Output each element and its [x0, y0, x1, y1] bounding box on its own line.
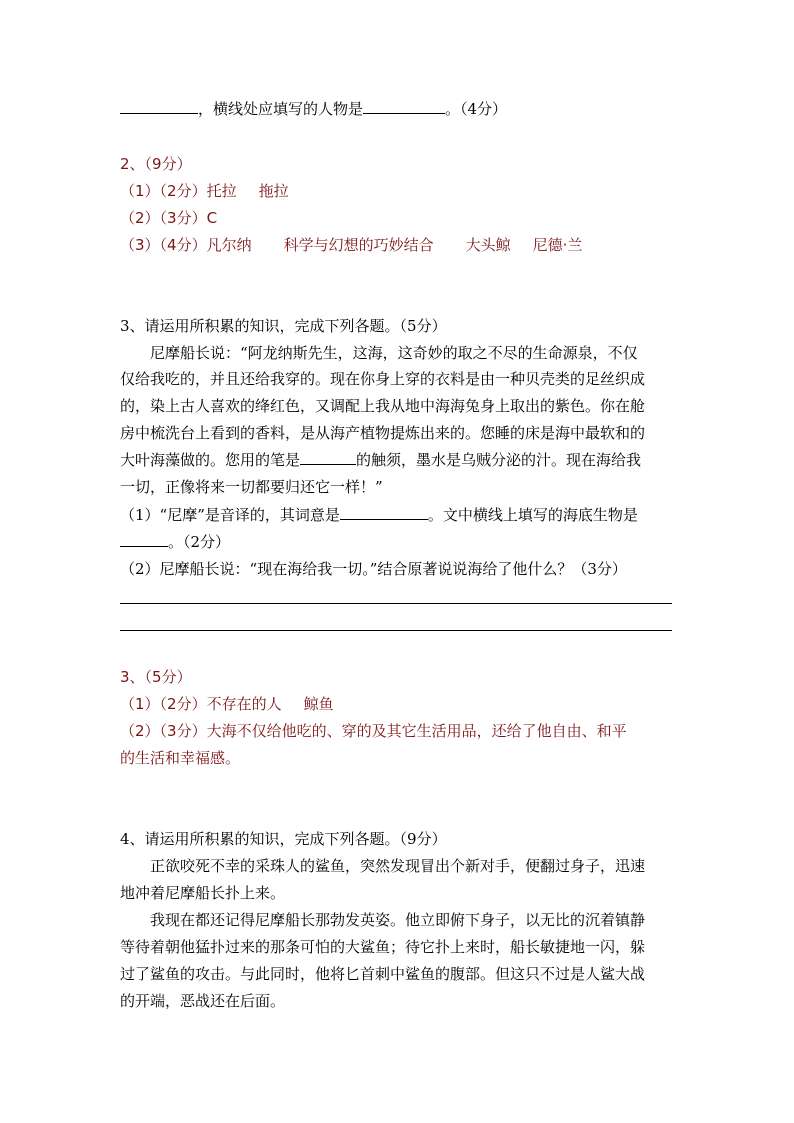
question-text: ，横线处应填写的人物是 — [198, 100, 364, 118]
question-3-header: 3、请运用所积累的知识，完成下列各题。（5分） — [120, 317, 447, 335]
answer-writing-line — [120, 603, 672, 604]
question-4-paragraph-line: 的开端，恶战还在后面。 — [120, 992, 286, 1010]
question-4-header: 4、请运用所积累的知识，完成下列各题。（9分） — [120, 830, 447, 848]
answer-2-header: 2、（9分） — [120, 155, 192, 173]
question-text: 。（2分） — [168, 533, 231, 551]
question-3-paragraph-line: 房中梳洗台上看到的香料，是从海产植物提炼出来的。您睡的床是海中最软和的 — [120, 424, 646, 442]
answer-3-line-2: （2）（3分）大海不仅给他吃的、穿的及其它生活用品，还给了他自由、和平 — [120, 722, 627, 740]
answer-3-line-3: 的生活和幸福感。 — [120, 749, 241, 767]
answer-text: 尼德·兰 — [532, 236, 583, 254]
answer-blank — [120, 532, 168, 547]
answer-text: 托拉 — [206, 182, 237, 200]
answer-prefix: （1）（2分） — [120, 695, 207, 713]
answer-prefix: （1）（2分） — [120, 182, 207, 200]
answer-text: 大头鲸 — [465, 236, 511, 254]
answer-text: C — [206, 209, 218, 227]
question-1-tail — [120, 99, 507, 119]
question-3-sub-2: （2）尼摩船长说：“现在海给我一切。”结合原著说说海给了他什么？（3分） — [120, 560, 627, 578]
answer-text: 科学与幻想的巧妙结合 — [283, 236, 434, 254]
answer-text: 拖拉 — [258, 182, 289, 200]
question-4-paragraph-line: 地冲着尼摩船长扑上来。 — [120, 884, 286, 902]
answer-blank — [363, 99, 445, 114]
answer-3-line-1 — [120, 694, 334, 714]
answer-prefix: （3）（4分） — [120, 236, 207, 254]
paragraph-text: 的触须，墨水是乌贼分泌的汁。现在海给我 — [356, 451, 642, 469]
question-text: （1）“尼摩”是音译的，其词意是 — [120, 506, 340, 524]
answer-text: 凡尔纳 — [206, 236, 252, 254]
answer-2-line-3 — [120, 235, 582, 255]
question-4-paragraph-line: 正欲咬死不幸的采珠人的鲨鱼，突然发现冒出个新对手，便翻过身子，迅速 — [150, 857, 646, 875]
answer-blank — [120, 99, 198, 114]
answer-2-line-2 — [120, 208, 217, 228]
answer-3-header: 3、（5分） — [120, 668, 192, 686]
question-3-paragraph-line: 的，染上古人喜欢的绛红色，又调配上我从地中海海兔身上取出的紫色。你在舱 — [120, 397, 646, 415]
question-4-paragraph-line: 等待着朝他猛扑过来的那条可怕的大鲨鱼；待它扑上来时，船长敏捷地一闪，躲 — [120, 938, 646, 956]
question-3-sub-1-cont — [120, 532, 230, 552]
question-text: 。文中横线上填写的海底生物是 — [427, 506, 638, 524]
question-3-paragraph-line: 仅给我吃的，并且还给我穿的。现在你身上穿的衣料是由一种贝壳类的足丝织成 — [120, 370, 646, 388]
question-4-paragraph-line: 我现在都还记得尼摩船长那勃发英姿。他立即俯下身子，以无比的沉着镇静 — [150, 911, 646, 929]
answer-text: 鲸鱼 — [303, 695, 334, 713]
answer-writing-line — [120, 630, 672, 631]
answer-blank — [340, 505, 428, 520]
answer-2-line-1 — [120, 181, 289, 201]
question-4-paragraph-line: 过了鲨鱼的攻击。与此同时，他将匕首刺中鲨鱼的腹部。但这只不过是人鲨大战 — [120, 965, 646, 983]
paragraph-text: 大叶海藻做的。您用的笔是 — [120, 451, 301, 469]
answer-blank — [300, 450, 356, 465]
answer-prefix: （2）（3分） — [120, 209, 207, 227]
answer-text: 不存在的人 — [206, 695, 282, 713]
question-3-sub-1 — [120, 505, 638, 525]
question-3-paragraph-line: 一切，正像将来一切都要归还它一样！” — [120, 478, 383, 496]
question-text: 。（4分） — [445, 100, 508, 118]
question-3-paragraph-line — [120, 450, 641, 470]
question-3-paragraph-line: 尼摩船长说：“阿龙纳斯先生，这海，这奇妙的取之不尽的生命源泉，不仅 — [150, 344, 638, 362]
